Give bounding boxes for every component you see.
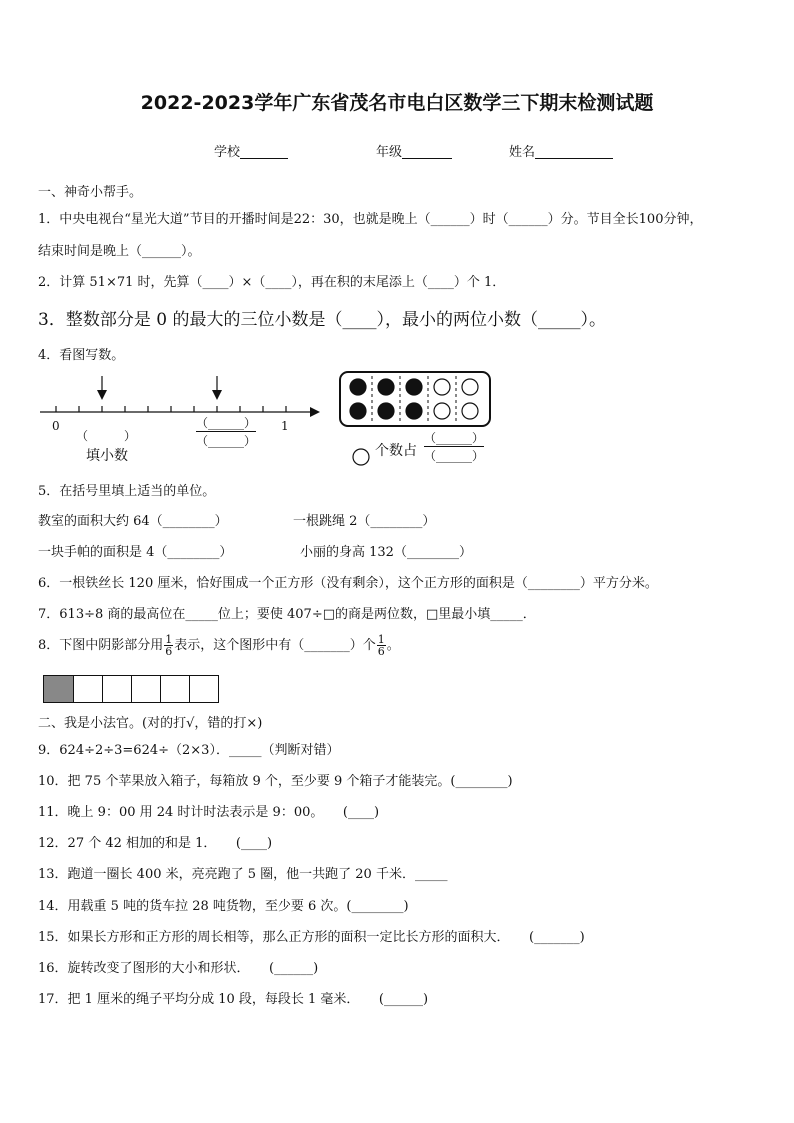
arrow-down-icon [212, 390, 222, 400]
q16: 16．旋转改变了图形的大小和形状． (______) [38, 961, 319, 976]
q5-item: 教室的面积大约 64（________） [38, 514, 228, 529]
count-fraction-blank[interactable] [424, 429, 484, 464]
q17: 17．把 1 厘米的绳子平均分成 10 段，每段长 1 毫米． (______) [38, 992, 429, 1007]
q2: 2．计算 51×71 时，先算（____）×（____），再在积的末尾添上（____）个 1． [38, 275, 506, 290]
empty-dot [434, 403, 450, 419]
filled-dot [350, 379, 366, 395]
grade-blank[interactable] [402, 144, 452, 159]
grade-field [376, 141, 452, 160]
filled-dot [406, 403, 422, 419]
q7: 7．613÷8 商的最高位在_____位上；要使 407÷□的商是两位数，□里最小填_____． [38, 607, 536, 622]
q5: 5．在括号里填上适当的单位。 [38, 484, 216, 499]
name-label: 姓名 [509, 145, 536, 160]
q8 [38, 634, 400, 657]
school-label: 学校 [214, 145, 241, 160]
q8-text-a: 8．下图中阴影部分用 [38, 638, 164, 653]
empty-dot [434, 379, 450, 395]
q9: 9．624÷2÷3=624÷（2×3）．_____（判断对错） [38, 743, 340, 758]
grid-cell [189, 676, 218, 702]
q5-item: 一块手帕的面积是 4（________） [38, 545, 233, 560]
q13: 13．跑道一圈长 400 米，亮亮跑了 5 圈，他一共跑了 20 千米．_____ [38, 867, 448, 882]
q11: 11．晚上 9：00 用 24 时计时法表示是 9：00。 (____) [38, 805, 380, 820]
filled-dot [350, 403, 366, 419]
number-line-ticks [56, 406, 286, 412]
fraction-blank[interactable] [196, 414, 256, 449]
q5-item: 一根跳绳 2（________） [293, 514, 436, 529]
grid-cell-shaded [44, 676, 73, 702]
q14: 14．用载重 5 吨的货车拉 28 吨货物，至少要 6 次。(________) [38, 899, 409, 914]
blank-paren-close: ） [124, 429, 137, 443]
q6: 6．一根铁丝长 120 厘米，恰好围成一个正方形（没有剩余），这个正方形的面积是（________）平方分米。 [38, 576, 658, 591]
filled-dot [378, 379, 394, 395]
fill-decimal-label: 填小数 [86, 448, 128, 464]
q12: 12．27 个 42 相加的和是 1． (____) [38, 836, 273, 851]
name-blank[interactable] [535, 144, 613, 159]
arrow-down-icon [97, 390, 107, 400]
name-field [509, 141, 613, 160]
page-title: 2022-2023学年广东省茂名市电白区数学三下期末检测试题 [140, 92, 654, 114]
count-fraction-denominator: （______） [424, 449, 485, 463]
number-line-zero: 0 [52, 419, 60, 433]
count-ratio-label: 个数占 [375, 443, 417, 459]
circle-blank-icon[interactable] [351, 447, 371, 467]
fraction-one-sixth: $\frac{1}{6}$ [377, 633, 385, 658]
q8-text-c: 。 [386, 638, 400, 653]
section1-heading: 一、神奇小帮手。 [38, 185, 143, 200]
section2-heading: 二、我是小法官。(对的打√，错的打×) [38, 716, 263, 731]
fraction-blank-numerator: （______） [196, 416, 257, 430]
fraction-blank-denominator: （______） [196, 434, 257, 448]
empty-dot [462, 379, 478, 395]
filled-dot [406, 379, 422, 395]
fraction-one-sixth: $\frac{1}{6}$ [165, 633, 173, 658]
q3: 3．整数部分是 0 的最大的三位小数是（____），最小的两位小数（_____）。 [38, 310, 606, 330]
empty-dot [462, 403, 478, 419]
dot-frame [338, 370, 492, 428]
q10: 10．把 75 个苹果放入箱子，每箱放 9 个，至少要 9 个箱子才能装完。(________) [38, 774, 513, 789]
number-line-one: 1 [281, 419, 289, 433]
q1-line2: 结束时间是晚上（______）。 [38, 244, 201, 259]
grid-cell [102, 676, 131, 702]
grid-cell [160, 676, 189, 702]
q1-line1: 1．中央电视台“星光大道”节目的开播时间是22：30，也就是晚上（______）时（______）分。节目全长100分钟， [38, 212, 703, 227]
grid-cell [131, 676, 160, 702]
count-fraction-numerator: （______） [424, 431, 485, 445]
filled-dot [378, 403, 394, 419]
grade-label: 年级 [376, 145, 403, 160]
blank-paren-open: （ [76, 429, 89, 443]
school-blank[interactable] [240, 144, 288, 159]
q15: 15．如果长方形和正方形的周长相等，那么正方形的面积一定比长方形的面积大． (_______) [38, 930, 585, 945]
q5-item: 小丽的身高 132（________） [300, 545, 472, 560]
school-field [214, 141, 288, 160]
sixths-grid [43, 675, 219, 703]
grid-cell [73, 676, 102, 702]
q4: 4．看图写数。 [38, 348, 125, 363]
q8-text-b: 表示，这个图形中有（_______）个 [174, 638, 376, 653]
